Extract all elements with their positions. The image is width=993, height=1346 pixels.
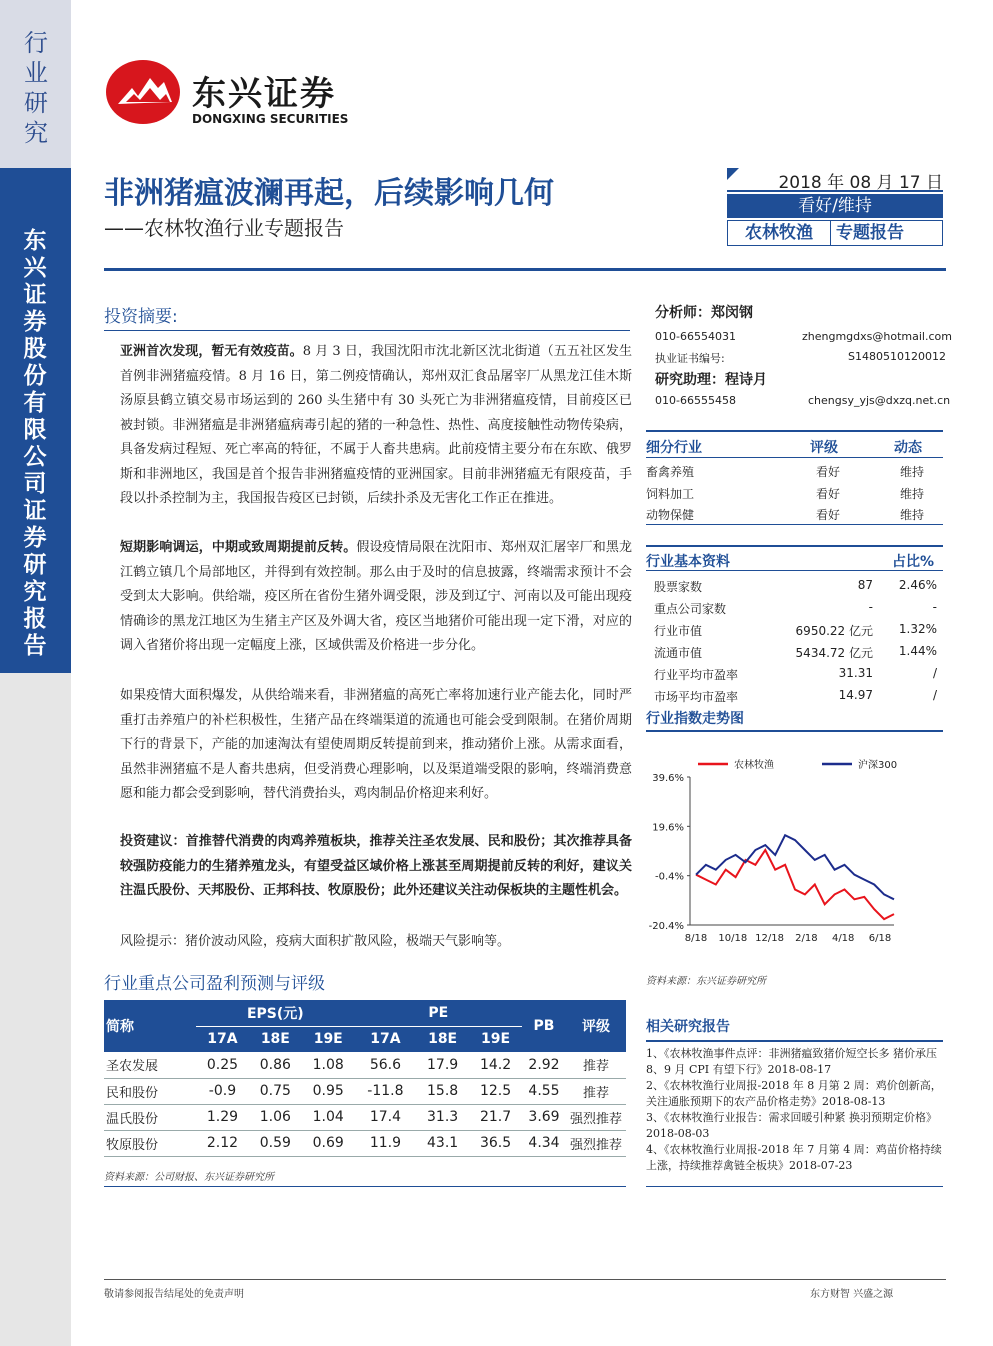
year-cell: 17A <box>196 1026 249 1052</box>
basics-row: 重点公司家数 - - <box>654 600 937 616</box>
dongxing-logo-icon <box>104 58 182 126</box>
related-heading: 相关研究报告 <box>646 1019 730 1035</box>
index-trend-chart <box>646 735 943 960</box>
side-company-label: 东兴证券股份有限公司证券研究报告 <box>23 228 47 659</box>
cert-label: 执业证书编号: <box>655 352 725 365</box>
footer-slogan: 东方财智 兴盛之源 <box>810 1289 894 1300</box>
year-cell: 19E <box>469 1026 522 1052</box>
related-item[interactable]: 2、《农林牧渔行业周报-2018 年 8 月第 2 周：鸡价创新高，关注通胀预期下的农产品价格走势》2018-08-13 <box>646 1079 942 1108</box>
chart-source: 资料来源：东兴证券研究所 <box>646 976 766 987</box>
col-dynamic: 动态 <box>894 440 922 456</box>
table-header-row <box>104 1000 626 1026</box>
report-title: 非洲猪瘟波澜再起，后续影响几何 <box>104 176 554 211</box>
paragraph-3: 如果疫情大面积爆发，从供给端来看，非洲猪瘟的高死亡率将加速行业产能去化，同时严重打击养殖户的补栏积极性，生猪产品在终端渠道的流通也可能会受到限制。在猪价周期下行的背景下，产能的加速淘汰有望使周期反转提前到来，推动猪价上涨。从需求面看，虽然非洲猪瘟不是人畜共患病，但受消费心理影响，以及渠道端受限的影响，终端消费意愿和能力都会受到影响，替代消费抬头，鸡肉制品价格迎来利好。 <box>120 688 632 801</box>
assistant-name: 研究助理：程诗月 <box>655 372 767 388</box>
basics-row: 行业市值 6950.22 亿元 1.32% <box>654 622 937 638</box>
paragraph-1: 亚洲首次发现，暂无有效疫苗。8 月 3 日，我国沈阳市沈北新区沈北街道（五五社区发生首例非洲猪瘟疫情。8 月 16 日，第二例疫情确认，郑州双汇食品屠宰厂从黑龙江佳木斯汤原县鹤立镇交易市场运到的 260 头生猪中有 30 头死亡为非洲猪瘟疫情，目前疫区已被封锁。非洲猪瘟是非洲猪瘟病毒引起的猪的一种急性、热性、高度接触性动物传染病，具备发病过程短、死亡率高的特征，不属于人畜共患病。此前疫情主要分布在东欧、俄罗斯和非洲地区，我国是首个报告非洲猪瘟疫情的亚洲国家。目前非洲猪瘟无有限疫苗，手段以扑杀控制为主，我国报告疫区已封锁，后续扑杀及无害化工作正在推进。 <box>120 344 632 506</box>
report-subtitle: ——农林牧渔行业专题报告 <box>104 216 344 240</box>
related-bottom-divider <box>646 1186 943 1187</box>
assistant-email[interactable]: chengsy_yjs@dxzq.net.cn <box>808 394 951 407</box>
paragraph-2: 短期影响调运，中期或致周期提前反转。假设疫情局限在沈阳市、郑州双汇屠宰厂和黑龙江鹤立镇几个局部地区，并得到有效控制。那么由于及时的信息披露，终端需求预计不会受到太大影响。供给端，疫区所在省份生猪外调受限，涉及到辽宁、河南以及可能出现疫情确诊的黑龙江地区为生猪主产区及外调大省，疫区当地猪价可能出现一定下滑，对应的调入省猪价将出现一定幅度上涨，区域供需及价格进一步分化。 <box>120 540 632 653</box>
header-divider <box>104 268 946 271</box>
y-tick-label: -0.4% <box>654 871 684 883</box>
logo-english-name: DONGXING SECURITIES <box>192 112 349 126</box>
x-tick-label: 4/18 <box>831 933 855 944</box>
col-rating: 评级 <box>566 1000 626 1052</box>
x-tick-label: 10/18 <box>718 933 748 944</box>
report-date: 2018 年 08 月 17 日 <box>727 168 943 192</box>
paragraph-4: 投资建议：首推替代消费的肉鸡养殖板块，推荐关注圣农发展、民和股份；其次推荐具备较强防疫能力的生猪养殖龙头，有望受益区域价格上涨甚至周期提前反转的利好，建议关注温氏股份、天邦股份、正邦科技、牧原股份；此外还建议关注动保板块的主题性机会。 <box>120 834 632 898</box>
chart-title: 行业指数走势图 <box>646 711 744 727</box>
side-category-label: 行业研究 <box>24 29 48 147</box>
forecast-table <box>104 1000 626 1157</box>
report-info-box <box>727 168 943 246</box>
x-tick-label: 6/18 <box>868 933 892 944</box>
footer-disclaimer[interactable]: 敬请参阅报告结尾处的免责声明 <box>104 1289 244 1300</box>
table-source: 资料来源：公司财报、东兴证券研究所 <box>104 1172 274 1183</box>
x-tick-label: 2/18 <box>795 933 818 944</box>
basics-row: 流通市值 5434.72 亿元 1.44% <box>654 644 937 660</box>
related-item[interactable]: 3、《农林牧渔行业报告：需求回暖引种紧 换羽预期定价格》2018-08-03 <box>646 1111 937 1140</box>
legend-label: 农林牧渔 <box>734 760 774 771</box>
basics-header <box>646 545 943 571</box>
y-tick-label: 19.6% <box>652 822 684 834</box>
table-row: 温氏股份 1.29 1.06 1.04 17.4 31.3 21.7 3.69 强烈推荐 <box>104 1104 626 1130</box>
table-title: 行业重点公司盈利预测与评级 <box>104 974 325 994</box>
related-divider <box>646 1040 943 1042</box>
related-item[interactable]: 1、《农林牧渔事件点评：非洲猪瘟致猪价短空长多 猪价承压 8、9 月 CPI 有望下行》2018-08-17 <box>646 1047 937 1076</box>
sector-row <box>727 220 943 246</box>
sub-industry-header <box>646 430 943 458</box>
y-tick-label: -20.4% <box>648 921 684 932</box>
table-bottom-divider <box>104 1186 626 1187</box>
col-rating: 评级 <box>810 440 838 456</box>
col-share: 占比% <box>892 554 935 570</box>
basics-row: 股票家数 87 2.46% <box>654 578 937 594</box>
sub-industry-row: 动物保健 看好 维持 <box>646 503 943 525</box>
col-basics: 行业基本资料 <box>646 554 730 570</box>
analyst-name: 分析师：郑闵钢 <box>655 305 753 321</box>
analyst-email[interactable]: zhengmgdxs@hotmail.com <box>802 330 952 343</box>
footer-divider <box>104 1279 946 1280</box>
legend-label: 沪深300 <box>858 760 898 771</box>
table-row: 牧原股份 2.12 0.59 0.69 11.9 43.1 36.5 4.34 强烈推荐 <box>104 1130 626 1156</box>
logo-chinese-name: 东兴证券 <box>192 74 336 114</box>
sub-industry-row: 饲料加工 看好 维持 <box>646 487 925 501</box>
col-pb: PB <box>522 1000 566 1052</box>
report-type: 专题报告 <box>836 223 904 243</box>
col-sub-industry: 细分行业 <box>646 440 702 456</box>
col-name: 简称 <box>104 1000 196 1052</box>
year-cell: 17A <box>355 1026 416 1052</box>
x-tick-label: 8/18 <box>684 933 708 944</box>
related-item[interactable]: 4、《农林牧渔行业周报-2018 年 7 月第 4 周：鸡苗价格持续上涨，持续推荐禽链全板块》2018-07-23 <box>646 1143 942 1172</box>
y-tick-label: 39.6% <box>652 773 684 784</box>
table-row: 民和股份 -0.9 0.75 0.95 -11.8 15.8 12.5 4.55 推荐 <box>104 1078 626 1104</box>
sector-name: 农林牧渔 <box>728 221 831 245</box>
col-eps: EPS(元) <box>196 1000 355 1026</box>
assistant-phone: 010-66555458 <box>655 394 736 407</box>
sub-industry-row: 畜禽养殖 看好 维持 <box>646 465 925 479</box>
year-cell: 18E <box>249 1026 302 1052</box>
basics-row: 行业平均市盈率 31.31 / <box>654 666 937 682</box>
col-pe: PE <box>355 1000 522 1026</box>
analyst-phone: 010-66554031 <box>655 330 736 343</box>
side-band-bottom <box>0 673 71 1346</box>
abstract-divider <box>104 330 630 331</box>
abstract-heading: 投资摘要: <box>104 307 178 327</box>
table-row: 圣农发展 0.25 0.86 1.08 56.6 17.9 14.2 2.92 推荐 <box>104 1052 626 1078</box>
risk-paragraph: 风险提示：猪价波动风险，疫病大面积扩散风险，极端天气影响等。 <box>120 934 511 949</box>
cert-number: S1480510120012 <box>848 350 946 363</box>
industry-rating: 看好/维持 <box>727 194 943 218</box>
chart-divider <box>646 730 943 732</box>
year-cell: 18E <box>416 1026 469 1052</box>
x-tick-label: 12/18 <box>755 933 785 944</box>
year-cell: 19E <box>302 1026 355 1052</box>
basics-row: 市场平均市盈率 14.97 / <box>654 688 937 704</box>
